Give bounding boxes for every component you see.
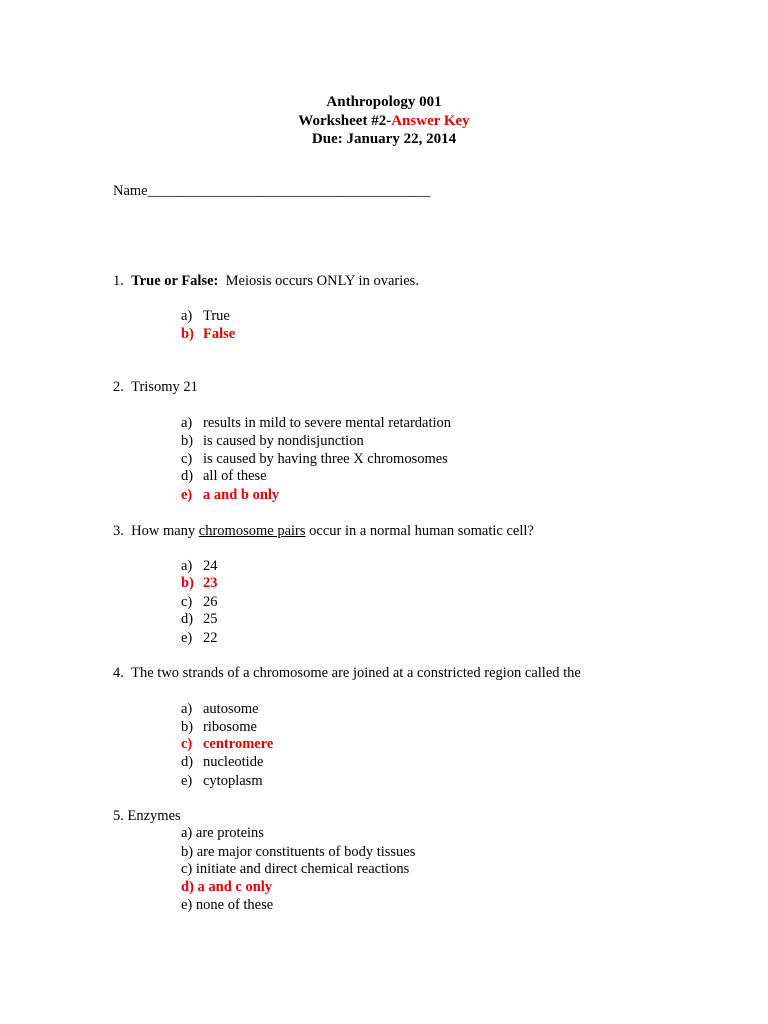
q2-option-c xyxy=(181,450,448,468)
option-text: nucleotide xyxy=(203,754,264,770)
name-blank-line: _______________________________________ xyxy=(147,183,431,199)
question-number: 4. xyxy=(113,665,124,681)
question-3-text-pre: How many xyxy=(131,523,196,539)
due-date xyxy=(0,130,768,148)
question-2-text: Trisomy 21 xyxy=(131,379,198,395)
q5-option-d-answer: d) a and c only xyxy=(181,879,273,895)
option-text: 23 xyxy=(203,575,218,591)
worksheet-prefix: Worksheet #2- xyxy=(298,113,392,129)
q4-option-e xyxy=(181,772,263,790)
option-text: 24 xyxy=(203,558,218,574)
question-number: 3. xyxy=(113,523,124,539)
q3-option-a xyxy=(181,557,218,575)
name-field xyxy=(113,182,430,200)
course-title xyxy=(0,93,768,111)
option-letter: a) xyxy=(181,415,193,431)
q1-option-b-answer xyxy=(181,325,235,343)
question-2 xyxy=(113,378,198,396)
option-text: ribosome xyxy=(203,719,257,735)
question-3 xyxy=(113,522,534,540)
q2-option-d xyxy=(181,467,267,485)
question-3-underlined: chromosome pairs xyxy=(198,523,306,539)
q3-option-d xyxy=(181,610,218,628)
worksheet-title xyxy=(0,112,768,130)
option-letter: e) xyxy=(181,630,193,646)
q5-option-e: e) none of these xyxy=(181,897,274,913)
option-text: autosome xyxy=(203,701,259,717)
option-letter: b) xyxy=(181,326,194,342)
option-text: cytoplasm xyxy=(203,773,263,789)
option-letter: c) xyxy=(181,736,193,752)
option-text: False xyxy=(203,326,236,342)
option-text: results in mild to severe mental retardation xyxy=(203,415,452,431)
answer-key-label: Answer Key xyxy=(391,113,470,129)
course-title-text: Anthropology 001 xyxy=(326,94,442,110)
q2-option-e-answer xyxy=(181,486,279,504)
due-date-text: Due: January 22, 2014 xyxy=(311,131,457,147)
option-letter: c) xyxy=(181,451,193,467)
q4-option-a xyxy=(181,700,259,718)
name-label: Name xyxy=(113,183,148,199)
question-number: 1. xyxy=(113,273,124,289)
q5-option-b: b) are major constituents of body tissues xyxy=(181,844,416,860)
option-letter: d) xyxy=(181,754,194,770)
question-number: 2. xyxy=(113,379,124,395)
option-letter: d) xyxy=(181,611,194,627)
option-letter: b) xyxy=(181,719,194,735)
q3-option-e xyxy=(181,629,218,647)
q1-option-a xyxy=(181,307,230,325)
q2-option-b xyxy=(181,432,364,450)
option-text: 26 xyxy=(203,594,218,610)
question-4-text: The two strands of a chromosome are joined at a constricted region called the xyxy=(131,665,581,681)
option-letter: a) xyxy=(181,308,193,324)
option-letter: e) xyxy=(181,487,193,503)
question-5-text: 5. Enzymes xyxy=(113,808,181,824)
question-1-text: Meiosis occurs ONLY in ovaries. xyxy=(225,273,419,289)
question-5 xyxy=(113,807,181,825)
option-text: is caused by nondisjunction xyxy=(203,433,364,449)
question-1 xyxy=(113,272,419,290)
option-letter: c) xyxy=(181,594,193,610)
option-letter: e) xyxy=(181,773,193,789)
option-text: centromere xyxy=(203,736,274,752)
option-text: is caused by having three X chromosomes xyxy=(203,451,448,467)
q4-option-b xyxy=(181,718,257,736)
option-letter: b) xyxy=(181,433,194,449)
q4-option-c-answer xyxy=(181,735,273,753)
q5-option-c: c) initiate and direct chemical reactions xyxy=(181,861,410,877)
q3-option-b-answer xyxy=(181,574,218,592)
option-text: 22 xyxy=(203,630,218,646)
option-letter: b) xyxy=(181,575,194,591)
option-text: True xyxy=(203,308,230,324)
question-1-label: True or False: xyxy=(131,273,219,289)
q4-option-d xyxy=(181,753,263,771)
option-letter: d) xyxy=(181,468,194,484)
option-text: 25 xyxy=(203,611,218,627)
question-3-text-post: occur in a normal human somatic cell? xyxy=(309,523,534,539)
option-text: all of these xyxy=(203,468,267,484)
q5-option-a: a) are proteins xyxy=(181,825,264,841)
option-letter: a) xyxy=(181,701,193,717)
option-letter: a) xyxy=(181,558,193,574)
q2-option-a xyxy=(181,414,451,432)
q3-option-c xyxy=(181,593,218,611)
option-text: a and b only xyxy=(203,487,280,503)
question-4 xyxy=(113,664,581,682)
